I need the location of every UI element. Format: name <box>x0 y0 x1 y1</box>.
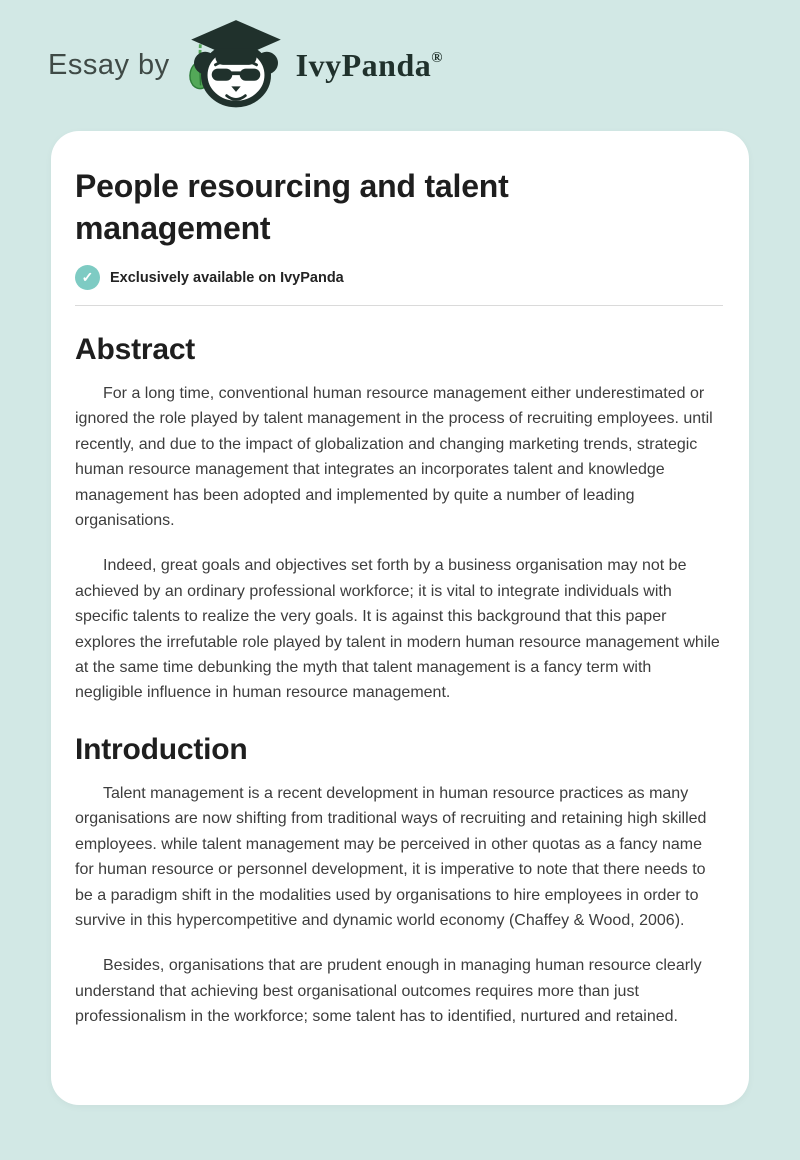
divider <box>75 305 723 306</box>
brand-name: IvyPanda <box>295 47 432 83</box>
essay-by-label: Essay by <box>48 49 170 81</box>
paragraph: For a long time, conventional human resource management either underestimated or ignored the role played by talent management in the process of recruiting employees. until recently, and due to the impact of globalization and changing marketing trends, strategic human resource management that integrates an incorporates talent and knowledge management has been adopted and implemented by quite a number of leading organisations. <box>75 385 713 530</box>
page-title: People resourcing and talent management <box>75 168 509 246</box>
check-icon: ✓ <box>75 265 100 290</box>
brand-wordmark <box>296 47 443 84</box>
exclusive-badge <box>75 265 723 290</box>
paragraph: Besides, organisations that are prudent enough in managing human resource clearly understand that achieving best organisational outcomes requires more than just professionalism in the workforce; some talent has to identified, nurtured and retained. <box>75 957 702 1026</box>
exclusive-badge-label: Exclusively available on IvyPanda <box>110 269 344 286</box>
paragraph: Indeed, great goals and objectives set forth by a business organisation may not be achieved by an ordinary professional workforce; it is vital to integrate individuals with specific talents to realize the very goals. It is against this background that this paper explores the irrefutable role played by talent in modern human resource management while at the same time debunking the myth that talent management is a fancy term with negligible influence in human resource management. <box>75 557 720 702</box>
essay-card <box>51 131 749 1105</box>
site-header <box>0 0 800 131</box>
panda-graduate-logo-icon <box>180 16 292 110</box>
section-heading-abstract: Abstract <box>75 333 196 366</box>
paragraph: Talent management is a recent development in human resource practices as many organisations are now shifting from traditional ways of recruiting and retaining high skilled employees. while talent management may be perceived in other quotas as a fancy name for human resource or personnel development, it is imperative to note that there needs to be a paradigm shift in the modalities used by organisations to hire employees in order to survive in this hypercompetitive and dynamic world economy (Chaffey & Wood, 2006). <box>75 784 707 929</box>
registered-trademark: ® <box>431 50 443 66</box>
section-introduction <box>75 731 723 1030</box>
section-abstract <box>75 331 723 706</box>
section-heading-introduction: Introduction <box>75 732 248 766</box>
